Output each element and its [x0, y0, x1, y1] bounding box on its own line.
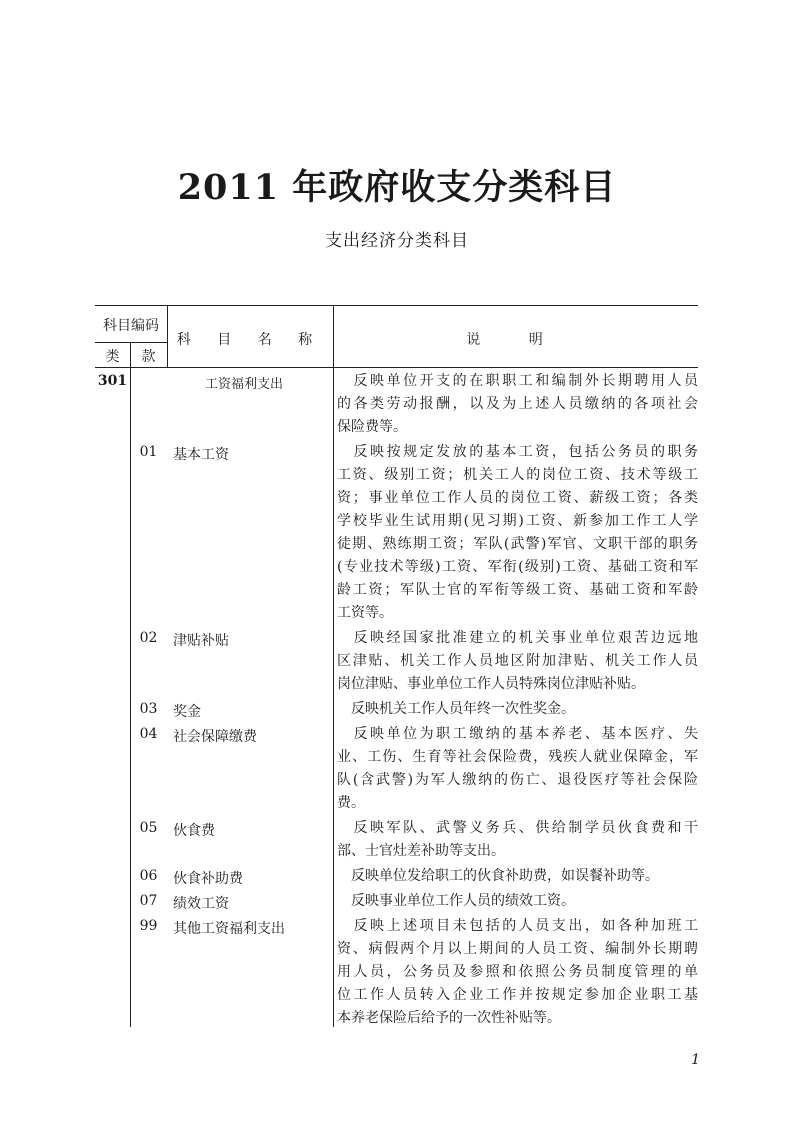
description-line: 学校毕业生试用期(见习期)工资、新参加工作工人学	[337, 513, 698, 529]
page-number: 1	[691, 1052, 700, 1068]
description-line: 保险费等。	[337, 419, 407, 435]
description-line: 反映按规定发放的基本工资，包括公务员的职务	[337, 444, 698, 460]
header-code: 科目编码	[103, 318, 159, 334]
row-name: 社会保障缴费	[173, 729, 257, 745]
description-line: 的各类劳动报酬，以及为上述人员缴纳的各项社会	[337, 396, 698, 412]
row-item-code: 06	[139, 868, 158, 884]
description-line: 反映事业单位工作人员的绩效工资。	[337, 893, 575, 909]
row-item-code: 07	[139, 893, 158, 909]
row-name: 基本工资	[173, 447, 229, 463]
header-class: 类	[105, 349, 120, 365]
description-line: 资、病假两个月以上期间的人员工资、编制外长期聘	[337, 941, 698, 957]
row-name: 津贴补贴	[173, 633, 229, 649]
row-description	[337, 698, 698, 721]
row-name: 伙食补助费	[173, 871, 243, 887]
description-line: 反映单位开支的在职职工和编制外长期聘用人员	[337, 373, 698, 389]
row-item-code: 04	[139, 726, 158, 742]
row-description	[337, 817, 698, 863]
description-line: 费。	[337, 795, 365, 811]
code-header-divider	[95, 342, 167, 343]
table-header-rule	[95, 367, 698, 368]
description-line: 反映单位发给职工的伙食补助费，如误餐补助等。	[337, 868, 659, 884]
row-name: 工资福利支出	[205, 377, 284, 392]
description-line: 业、工伤、生育等社会保险费，残疾人就业保障金，军	[337, 749, 698, 765]
description-line: 用人员，公务员及参照和依照公务员制度管理的单	[337, 964, 698, 980]
description-line: (专业技术等级)工资、军衔(级别)工资、基础工资和军	[337, 559, 698, 575]
description-line: 反映单位为职工缴纳的基本养老、基本医疗、失	[337, 726, 698, 742]
description-line: 反映军队、武警义务兵、供给制学员伙食费和干	[337, 820, 698, 836]
description-line: 部、士官灶差补助等支出。	[337, 843, 505, 859]
description-line: 龄工资；军队士官的军衔等级工资、基础工资和军龄	[337, 582, 698, 598]
row-description	[337, 915, 698, 1030]
row-item-code: 03	[139, 701, 158, 717]
page-subtitle: 支出经济分类科目	[325, 231, 469, 251]
name-description-divider	[333, 305, 334, 1027]
row-description	[337, 723, 698, 815]
description-line: 位工作人员转入企业工作并按规定参加企业职工基	[337, 987, 698, 1003]
row-description	[337, 865, 698, 888]
row-item-code: 01	[139, 444, 158, 460]
description-line: 工资等。	[337, 605, 393, 621]
description-line: 工资、级别工资；机关工人的岗位工资、技术等级工	[337, 467, 698, 483]
description-line: 岗位津贴、事业单位工作人员特殊岗位津贴补贴。	[337, 676, 645, 692]
description-line: 反映经国家批准建立的机关事业单位艰苦边远地	[337, 630, 698, 646]
row-name: 伙食费	[173, 823, 215, 839]
header-item: 款	[141, 349, 156, 365]
page-title: 2011 年政府收支分类科目	[177, 167, 617, 208]
description-line: 反映机关工作人员年终一次性奖金。	[337, 701, 575, 717]
row-description	[337, 441, 698, 625]
description-line: 资；事业单位工作人员的岗位工资、薪级工资；各类	[337, 490, 698, 506]
table-top-rule	[95, 305, 698, 306]
row-name: 绩效工资	[173, 896, 229, 912]
row-name: 其他工资福利支出	[173, 921, 285, 937]
row-description	[337, 890, 698, 913]
row-class-code: 301	[97, 373, 128, 389]
row-description	[337, 627, 698, 696]
description-line: 反映上述项目未包括的人员支出，如各种加班工	[337, 918, 698, 934]
description-line: 队(含武警)为军人缴纳的伤亡、退役医疗等社会保险	[337, 772, 698, 788]
header-name: 科 目 名 称	[176, 332, 324, 348]
row-name: 奖金	[173, 704, 201, 720]
header-description: 说 明	[466, 332, 565, 348]
description-line: 本养老保险后给予的一次性补贴等。	[337, 1010, 561, 1026]
row-item-code: 02	[139, 630, 158, 646]
description-line: 徒期、熟练期工资；军队(武警)军官、文职干部的职务	[337, 536, 698, 552]
row-description	[337, 370, 698, 439]
row-item-code: 99	[139, 918, 158, 934]
row-item-code: 05	[139, 820, 158, 836]
description-line: 区津贴、机关工作人员地区附加津贴、机关工作人员	[337, 653, 698, 669]
